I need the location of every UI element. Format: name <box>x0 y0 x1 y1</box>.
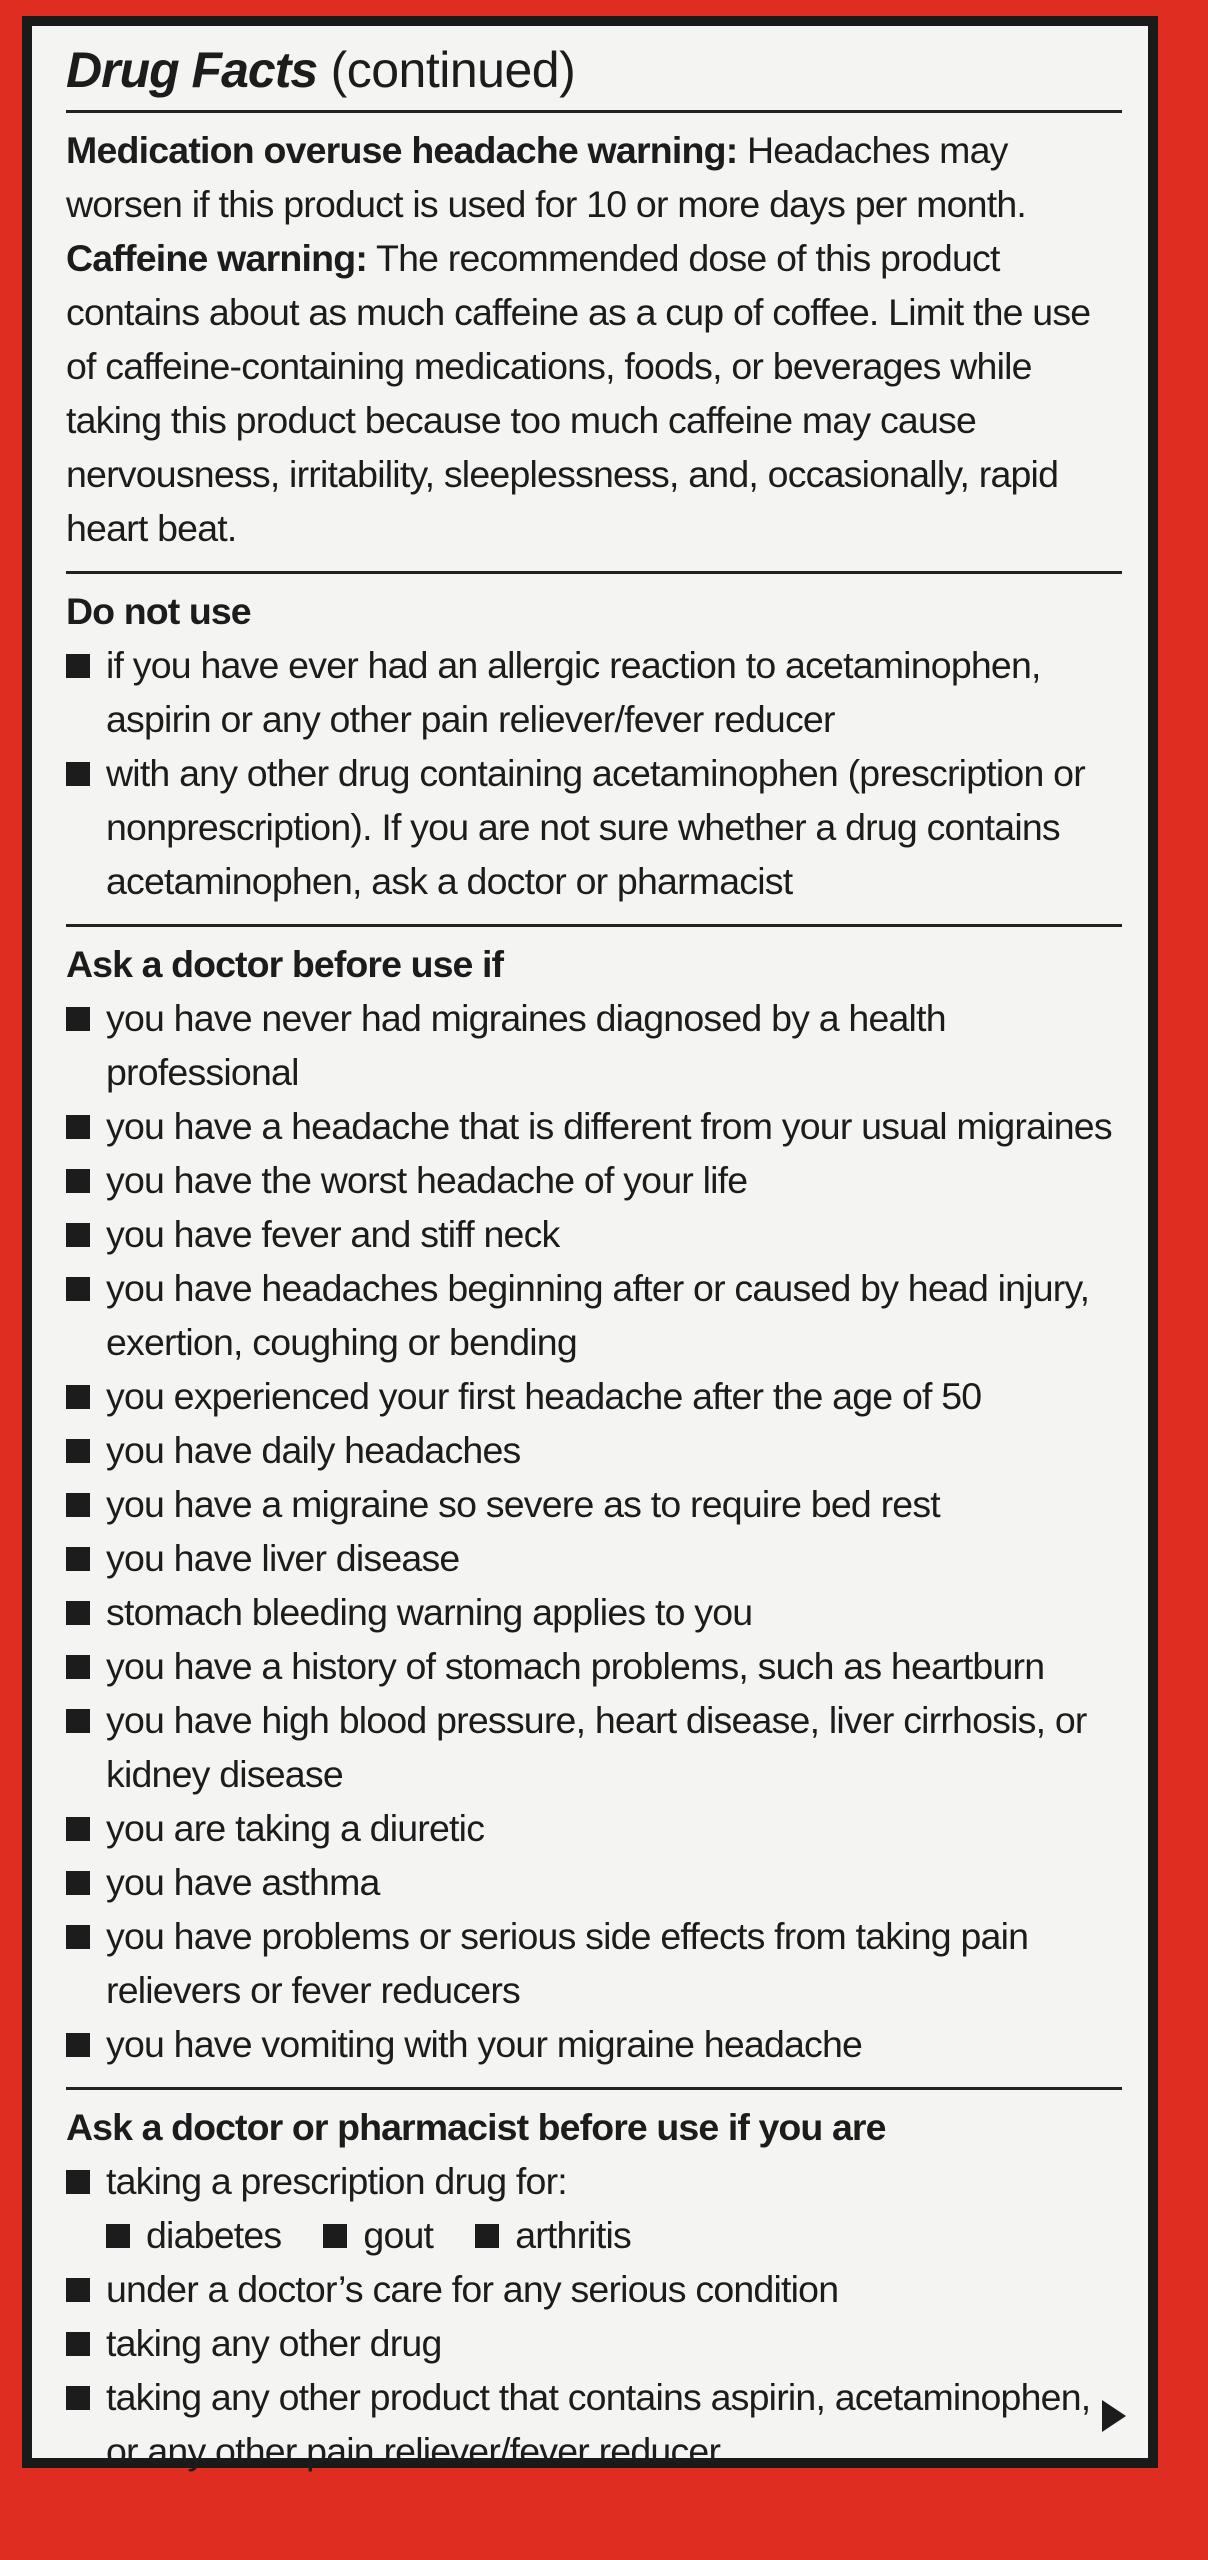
list-item: you have headaches beginning after or caused by head injury, exertion, coughing or bending <box>66 1261 1122 1369</box>
sub-item: gout <box>323 2208 433 2262</box>
list-item: you have fever and stiff neck <box>66 1207 1122 1261</box>
bullet-square-icon <box>66 1871 90 1895</box>
bullet-square-icon <box>66 1223 90 1247</box>
bullet-square-icon <box>66 1277 90 1301</box>
bullet-square-icon <box>66 1439 90 1463</box>
bullet-square-icon <box>66 1925 90 1949</box>
bullet-square-icon <box>66 1493 90 1517</box>
list-item: you have a headache that is different from your usual migraines <box>66 1099 1122 1153</box>
list-item: you have liver disease <box>66 1531 1122 1585</box>
list-item: taking a prescription drug for: <box>66 2154 1122 2208</box>
list-item: you have the worst headache of your life <box>66 1153 1122 1207</box>
bullet-square-icon <box>66 1115 90 1139</box>
caffeine-warning: Caffeine warning: The recommended dose of this product contains about as much caffeine as a cup of coffee. Limit the use of caffeine-containing medications, foods, or beverages while taking this product because too much caffeine may cause nervousness, irritability, sleeplessness, and, occasionally, rapid heart beat. <box>66 237 1091 549</box>
bullet-square-icon <box>66 654 90 678</box>
list-item: you have a migraine so severe as to require bed rest <box>66 1477 1122 1531</box>
bullet-square-icon <box>66 2332 90 2356</box>
ask-pharmacist-section <box>66 2090 1122 2494</box>
sub-item: arthritis <box>475 2208 631 2262</box>
drug-facts-panel <box>32 26 1148 2472</box>
list-item: under a doctor’s care for any serious condition <box>66 2262 1122 2316</box>
bullet-square-icon <box>66 1709 90 1733</box>
bullet-square-icon <box>66 762 90 786</box>
list-item: you have vomiting with your migraine headache <box>66 2017 1122 2071</box>
list-item: if you have ever had an allergic reaction to acetaminophen, aspirin or any other pain reliever/fever reducer <box>66 638 1122 746</box>
sub-item: diabetes <box>106 2208 281 2262</box>
do-not-use-section <box>66 574 1122 924</box>
list-item: you have problems or serious side effects from taking pain relievers or fever reducers <box>66 1909 1122 2017</box>
list-item: taking any other product that contains aspirin, acetaminophen, or any other pain reliever/fever reducer <box>66 2370 1122 2478</box>
bullet-square-icon <box>66 1169 90 1193</box>
bullet-square-icon <box>66 2170 90 2194</box>
bullet-square-icon <box>475 2224 499 2248</box>
warnings-section <box>66 113 1122 571</box>
list-item: stomach bleeding warning applies to you <box>66 1585 1122 1639</box>
right-triangle-arrow-icon <box>1102 2400 1126 2432</box>
do-not-use-heading: Do not use <box>66 590 251 632</box>
list-item: you have asthma <box>66 1855 1122 1909</box>
bullet-square-icon <box>66 1385 90 1409</box>
list-item: you are taking a diuretic <box>66 1801 1122 1855</box>
ask-doctor-section <box>66 927 1122 2087</box>
bullet-square-icon <box>66 2386 90 2410</box>
bullet-square-icon <box>66 1601 90 1625</box>
list-item: you have a history of stomach problems, such as heartburn <box>66 1639 1122 1693</box>
bullet-square-icon <box>66 2278 90 2302</box>
ask-pharmacist-heading: Ask a doctor or pharmacist before use if you are <box>66 2106 886 2148</box>
drug-facts-title: Drug Facts (continued) <box>66 42 576 98</box>
list-item: with any other drug containing acetaminophen (prescription or nonprescription). If you are not sure whether a drug contains acetaminophen, ask a doctor or pharmacist <box>66 746 1122 908</box>
bullet-square-icon <box>66 1817 90 1841</box>
list-item: you have high blood pressure, heart disease, liver cirrhosis, or kidney disease <box>66 1693 1122 1801</box>
sub-item-row <box>66 2208 1122 2262</box>
bullet-square-icon <box>323 2224 347 2248</box>
list-item: you have never had migraines diagnosed by a health professional <box>66 991 1122 1099</box>
bullet-square-icon <box>66 1547 90 1571</box>
bullet-square-icon <box>66 1007 90 1031</box>
overuse-warning: Medication overuse headache warning: Headaches may worsen if this product is used for 10 or more days per month. <box>66 129 1027 225</box>
bullet-square-icon <box>66 1655 90 1679</box>
ask-doctor-heading: Ask a doctor before use if <box>66 943 504 985</box>
list-item: taking any other drug <box>66 2316 1122 2370</box>
list-item: you experienced your first headache after the age of 50 <box>66 1369 1122 1423</box>
bullet-square-icon <box>66 2033 90 2057</box>
bullet-square-icon <box>106 2224 130 2248</box>
list-item: you have daily headaches <box>66 1423 1122 1477</box>
